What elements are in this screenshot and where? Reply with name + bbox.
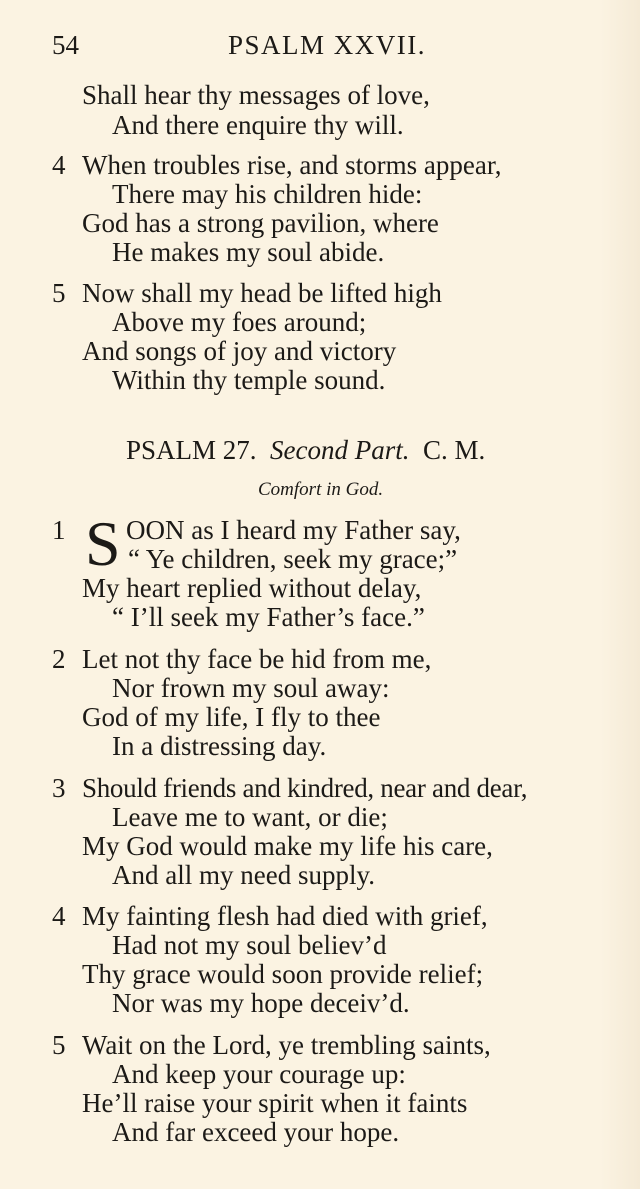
verse-line: “ I’ll seek my Father’s face.” [112,602,425,632]
verse-line: Above my foes around; [112,307,367,337]
verse-line: And keep your courage up: [112,1059,406,1089]
verse-line: Nor frown my soul away: [112,673,390,703]
verse-line: Let not thy face be hid from me, [82,644,432,674]
verse-number: 3 [52,773,66,803]
verse-line: When troubles rise, and storms appear, [82,150,502,180]
verse-line: And there enquire thy will. [112,110,404,140]
running-title: PSALM XXVII. [228,30,427,60]
verse-line: There may his children hide: [112,179,423,209]
verse-line: In a distressing day. [112,731,327,761]
psalm-part: Second Part. [270,435,410,465]
verse-number: 5 [52,278,66,308]
verse-number: 2 [52,644,66,674]
verse-line: And far exceed your hope. [112,1117,400,1147]
verse-line: He’ll raise your spirit when it faints [82,1088,468,1118]
verse-line: He makes my soul abide. [112,237,385,267]
verse-number: 1 [52,515,66,545]
verse-number: 4 [52,150,66,180]
verse-line: My heart replied without delay, [82,573,422,603]
verse-line: Shall hear thy messages of love, [82,80,430,110]
verse-line: Now shall my head be lifted high [82,278,442,308]
verse-line: God has a strong pavilion, where [82,208,439,238]
drop-cap: S [85,508,121,579]
psalm-number: PSALM 27. [126,435,257,465]
verse-line: Nor was my hope deceiv’d. [112,988,410,1018]
verse-line: And all my need supply. [112,860,375,890]
verse-line: Should friends and kindred, near and dear, [82,773,528,803]
verse-number: 4 [52,901,66,931]
verse-line: My fainting flesh had died with grief, [82,901,488,931]
page-header [52,30,580,66]
verse-line: Leave me to want, or die; [112,802,388,832]
verse-line: God of my life, I fly to thee [82,702,381,732]
verse-number: 5 [52,1030,66,1060]
verse-line: Wait on the Lord, ye trembling saints, [82,1030,491,1060]
psalm-heading [126,435,485,466]
verse-line: And songs of joy and victory [82,336,397,366]
page-edge-shading [600,0,640,1189]
verse-line: My God would make my life his care, [82,831,493,861]
verse-line: Had not my soul believ’d [112,930,387,960]
verse-line: OON as I heard my Father say, [126,515,461,545]
verse-line: Within thy temple sound. [112,365,386,395]
verse-line: “ Ye children, seek my grace;” [128,544,458,574]
psalm-subtitle: Comfort in God. [258,479,384,500]
psalm-meter: C. M. [423,435,486,465]
page-number: 54 [52,30,79,60]
verse-line: Thy grace would soon provide relief; [82,959,484,989]
